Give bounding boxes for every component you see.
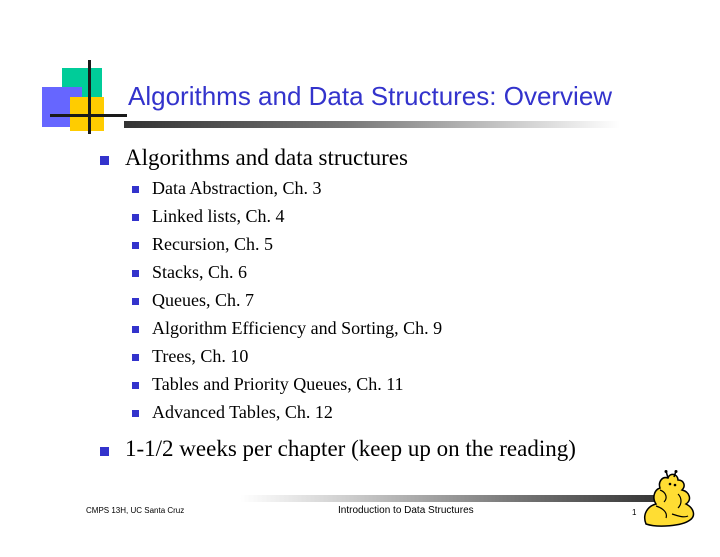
bullet-square-icon: [132, 242, 139, 249]
subbullet-text: Linked lists, Ch. 4: [152, 206, 285, 226]
bullet-square-icon: [132, 186, 139, 193]
bullet-square-icon: [132, 214, 139, 221]
bullet-text: Algorithms and data structures: [125, 145, 408, 170]
slide-title: Algorithms and Data Structures: Overview: [128, 81, 613, 111]
bullet-square-icon: [100, 156, 109, 165]
subbullet-text: Advanced Tables, Ch. 12: [152, 402, 333, 422]
subbullet-text: Tables and Priority Queues, Ch. 11: [152, 374, 404, 394]
subbullet-text: Data Abstraction, Ch. 3: [152, 178, 322, 198]
bullet-square-icon: [132, 298, 139, 305]
footer-course: CMPS 13H, UC Santa Cruz: [86, 506, 185, 515]
page-number: 1: [632, 508, 637, 517]
bullet-square-icon: [132, 382, 139, 389]
bullet-square-icon: [132, 410, 139, 417]
subbullet-text: Queues, Ch. 7: [152, 290, 254, 310]
subbullet-text: Recursion, Ch. 5: [152, 234, 273, 254]
footer-rule: [240, 495, 662, 502]
bullet-square-icon: [132, 270, 139, 277]
bullet-square-icon: [132, 326, 139, 333]
bullet-text: 1-1/2 weeks per chapter (keep up on the reading): [125, 436, 576, 461]
bullet-square-icon: [132, 354, 139, 361]
subbullet-text: Stacks, Ch. 6: [152, 262, 248, 282]
subbullet-text: Trees, Ch. 10: [152, 346, 249, 366]
subbullet-text: Algorithm Efficiency and Sorting, Ch. 9: [152, 318, 443, 338]
bullet-square-icon: [100, 447, 109, 456]
banana-slug-icon: [638, 470, 700, 528]
footer-title: Introduction to Data Structures: [338, 505, 474, 516]
